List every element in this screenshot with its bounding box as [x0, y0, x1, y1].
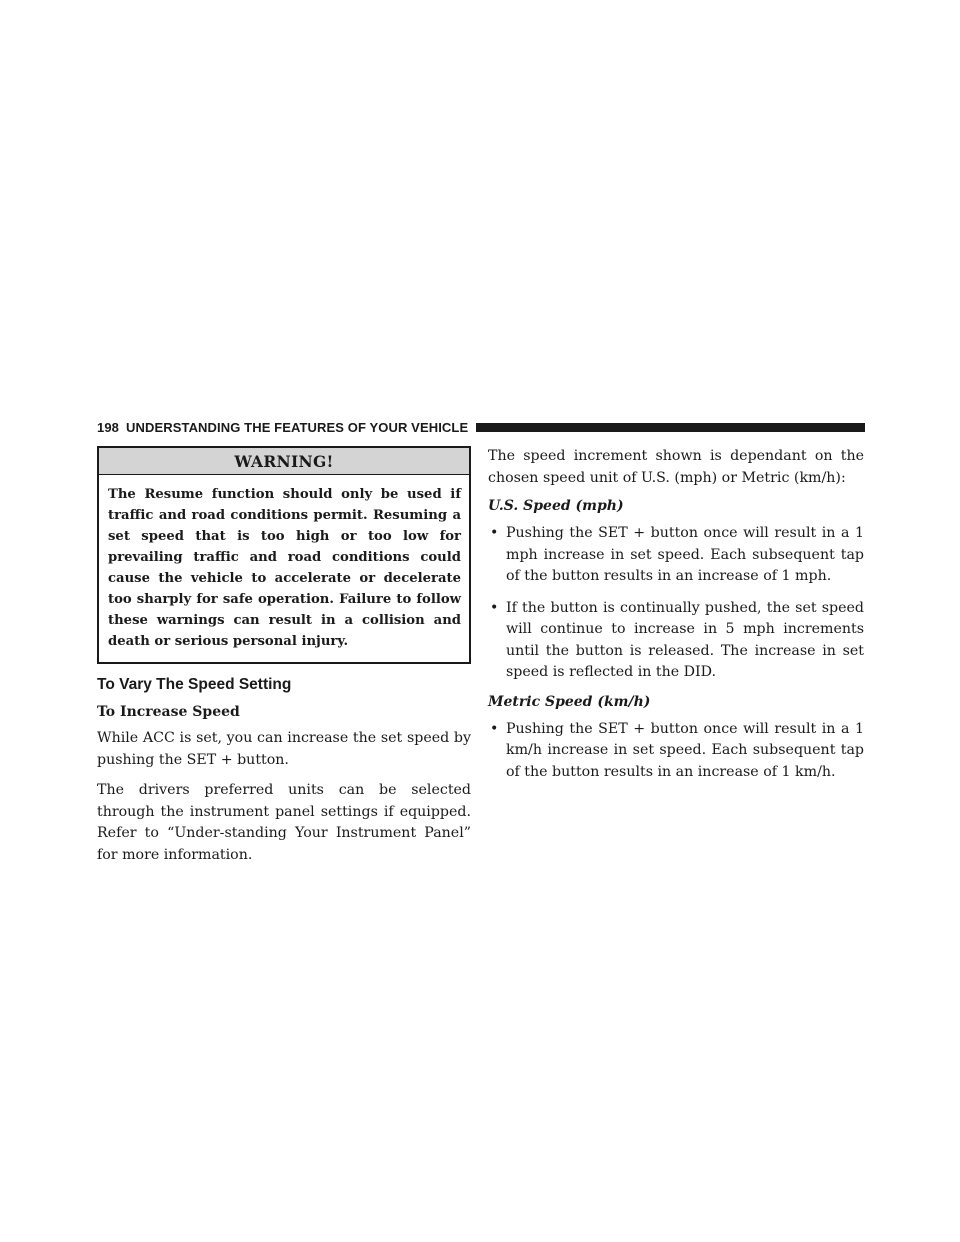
bullet-text: Pushing the SET + button once will result in a 1 km/h increase in set speed. Each subsequent tap of the button results in an increase of 1 km/h.	[506, 720, 864, 780]
left-column	[97, 446, 471, 875]
us-speed-heading: U.S. Speed (mph)	[488, 498, 624, 514]
warning-box	[97, 446, 471, 664]
list-item	[488, 598, 864, 684]
section-heading: To Vary The Speed Setting	[97, 676, 292, 693]
page-number: 198	[97, 419, 119, 435]
metric-speed-heading: Metric Speed (km/h)	[488, 693, 651, 710]
bullet-icon: •	[490, 525, 499, 541]
bullet-text: Pushing the SET + button once will result in a 1 mph increase in set speed. Each subsequent tap of the button results in an increase of 1 mph.	[506, 525, 864, 584]
right-column	[488, 446, 864, 793]
list-item	[488, 523, 864, 588]
increase-speed-heading: To Increase Speed	[97, 704, 240, 720]
increase-speed-paragraph: While ACC is set, you can increase the set speed by pushing the SET + button.	[97, 730, 471, 768]
section-title: UNDERSTANDING THE FEATURES OF YOUR VEHICLE	[126, 419, 469, 435]
bullet-icon: •	[490, 599, 499, 616]
page-header	[97, 418, 865, 436]
units-paragraph: The drivers preferred units can be selected through the instrument panel settings if equipped. Refer to “Under-standing Your Instrument Panel” for more information.	[97, 782, 471, 863]
header-rule	[476, 423, 865, 432]
intro-paragraph: The speed increment shown is dependant on the chosen speed unit of U.S. (mph) or Metric (km/h):	[488, 448, 864, 486]
bullet-icon: •	[490, 720, 499, 737]
list-item	[488, 719, 864, 784]
warning-title: WARNING!	[99, 448, 469, 475]
warning-body: The Resume function should only be used if traffic and road conditions permit. Resuming a set speed that is too high or too low for prevailing traffic and road conditions could cause the vehicle to accelerate or decelerate too sharply for safe operation. Failure to follow these warnings can result in a collision and death or serious personal injury.	[108, 487, 461, 649]
bullet-text: If the button is continually pushed, the set speed will continue to increase in 5 mph increments until the button is released. The increase in set speed is reflected in the DID.	[506, 599, 864, 680]
